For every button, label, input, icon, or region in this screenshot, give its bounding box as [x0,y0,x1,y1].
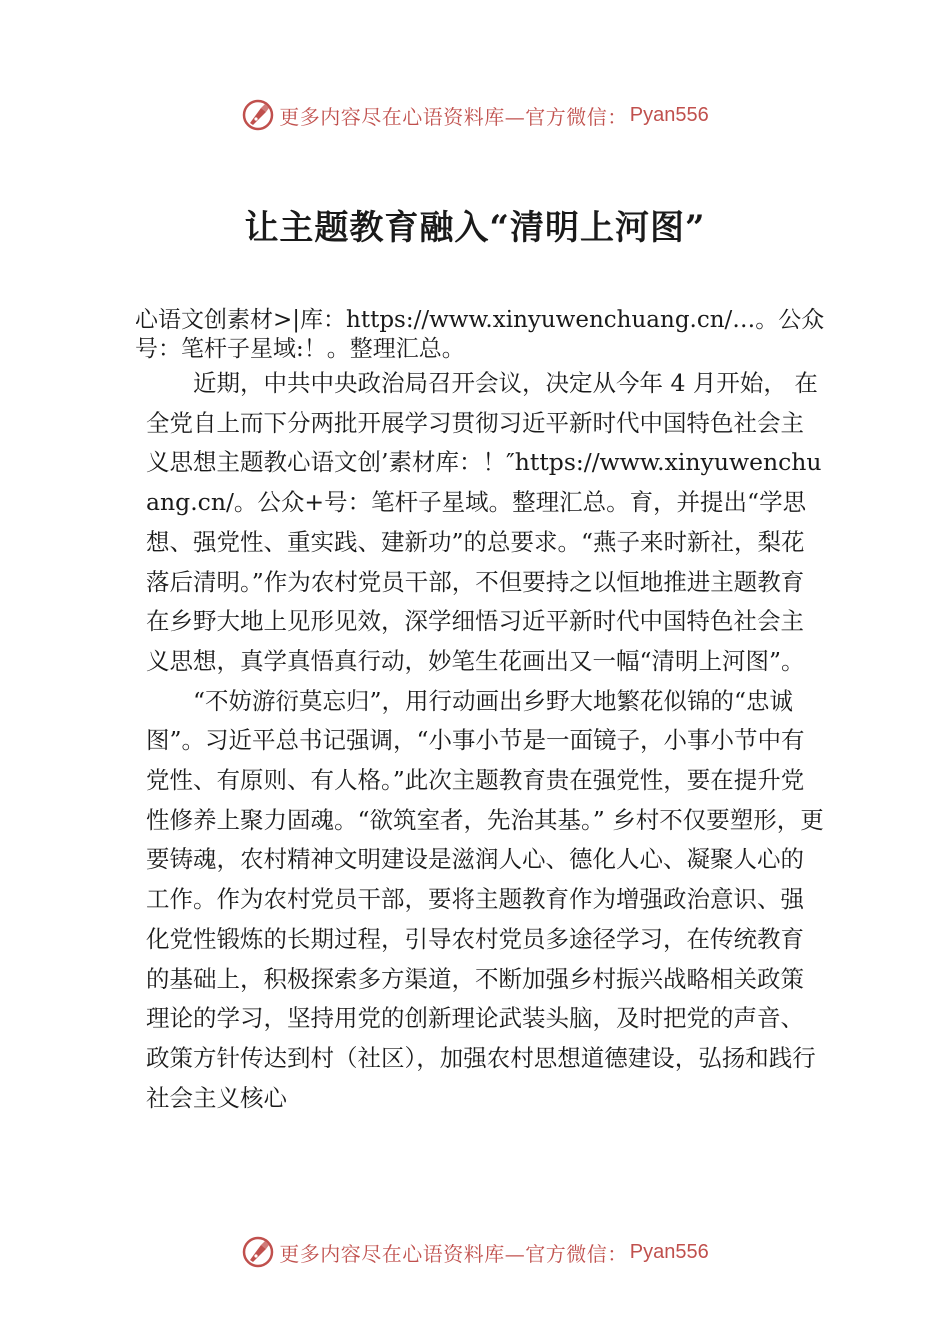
watermark-wechat-id: Pyan556 [629,103,709,126]
source-line: 心语文创素材>|库：https://www.xinyuwenchuang.cn/…。公众号：笔杆子星域:！。整理汇总。 [135,307,825,362]
footer-watermark-banner [0,1232,950,1272]
document-title: 让主题教育融入“清明上河图” [244,208,706,248]
watermark-text: 更多内容尽在心语资料库—官方微信： [279,1241,628,1266]
body-paragraph-1: 近期，中共中央政治局召开会议，决定从今年 4 月开始， 在全党自上而下分两批开展学习贯彻习近平新时代中国特色社会主义思想主题教心语文创’素材库：！″https://www.xinyuwenchuang.cn/。公众+号：笔杆子星域。整理汇总。育，并提出“学思想、强党性、重实践、建新功”的总要求。“燕子来时新社，梨花落后清明。”作为农村党员干部，不但要持之以恒地推进主题教育在乡野大地上见形见效，深学细悟习近平新时代中国特色社会主义思想，真学真悟真行动，妙笔生花画出又一幅“清明上河图”。 [146,369,822,675]
body-paragraph-2: “不妨游衍莫忘归”，用行动画出乡野大地繁花似锦的“忠诚图”。习近平总书记强调，“小事小节是一面镜子，小事小节中有党性、有原则、有人格。”此次主题教育贵在强党性，要在提升党性修养上聚力固魂。“欲筑室者，先治其基。” 乡村不仅要塑形，更要铸魂，农村精神文明建设是滋润人心、德化人心、凝聚人心的工作。作为农村党员干部，要将主题教育作为增强政治意识、强化党性锻炼的长期过程，引导农村党员多途径学习，在传统教育的基础上，积极探索多方渠道，不断加强乡村振兴战略相关政策理论的学习，坚持用党的创新理论武装头脑，及时把党的声音、政策方针传达到村（社区），加强农村思想道德建设，弘扬和践行社会主义核心 [146,686,824,1112]
pen-nib-logo-icon [241,1235,275,1269]
pen-nib-logo-icon [241,98,275,132]
header-watermark-banner [0,95,950,135]
watermark-text: 更多内容尽在心语资料库—官方微信： [279,104,628,129]
watermark-wechat-id: Pyan556 [629,1240,709,1263]
document-body [146,364,826,1118]
